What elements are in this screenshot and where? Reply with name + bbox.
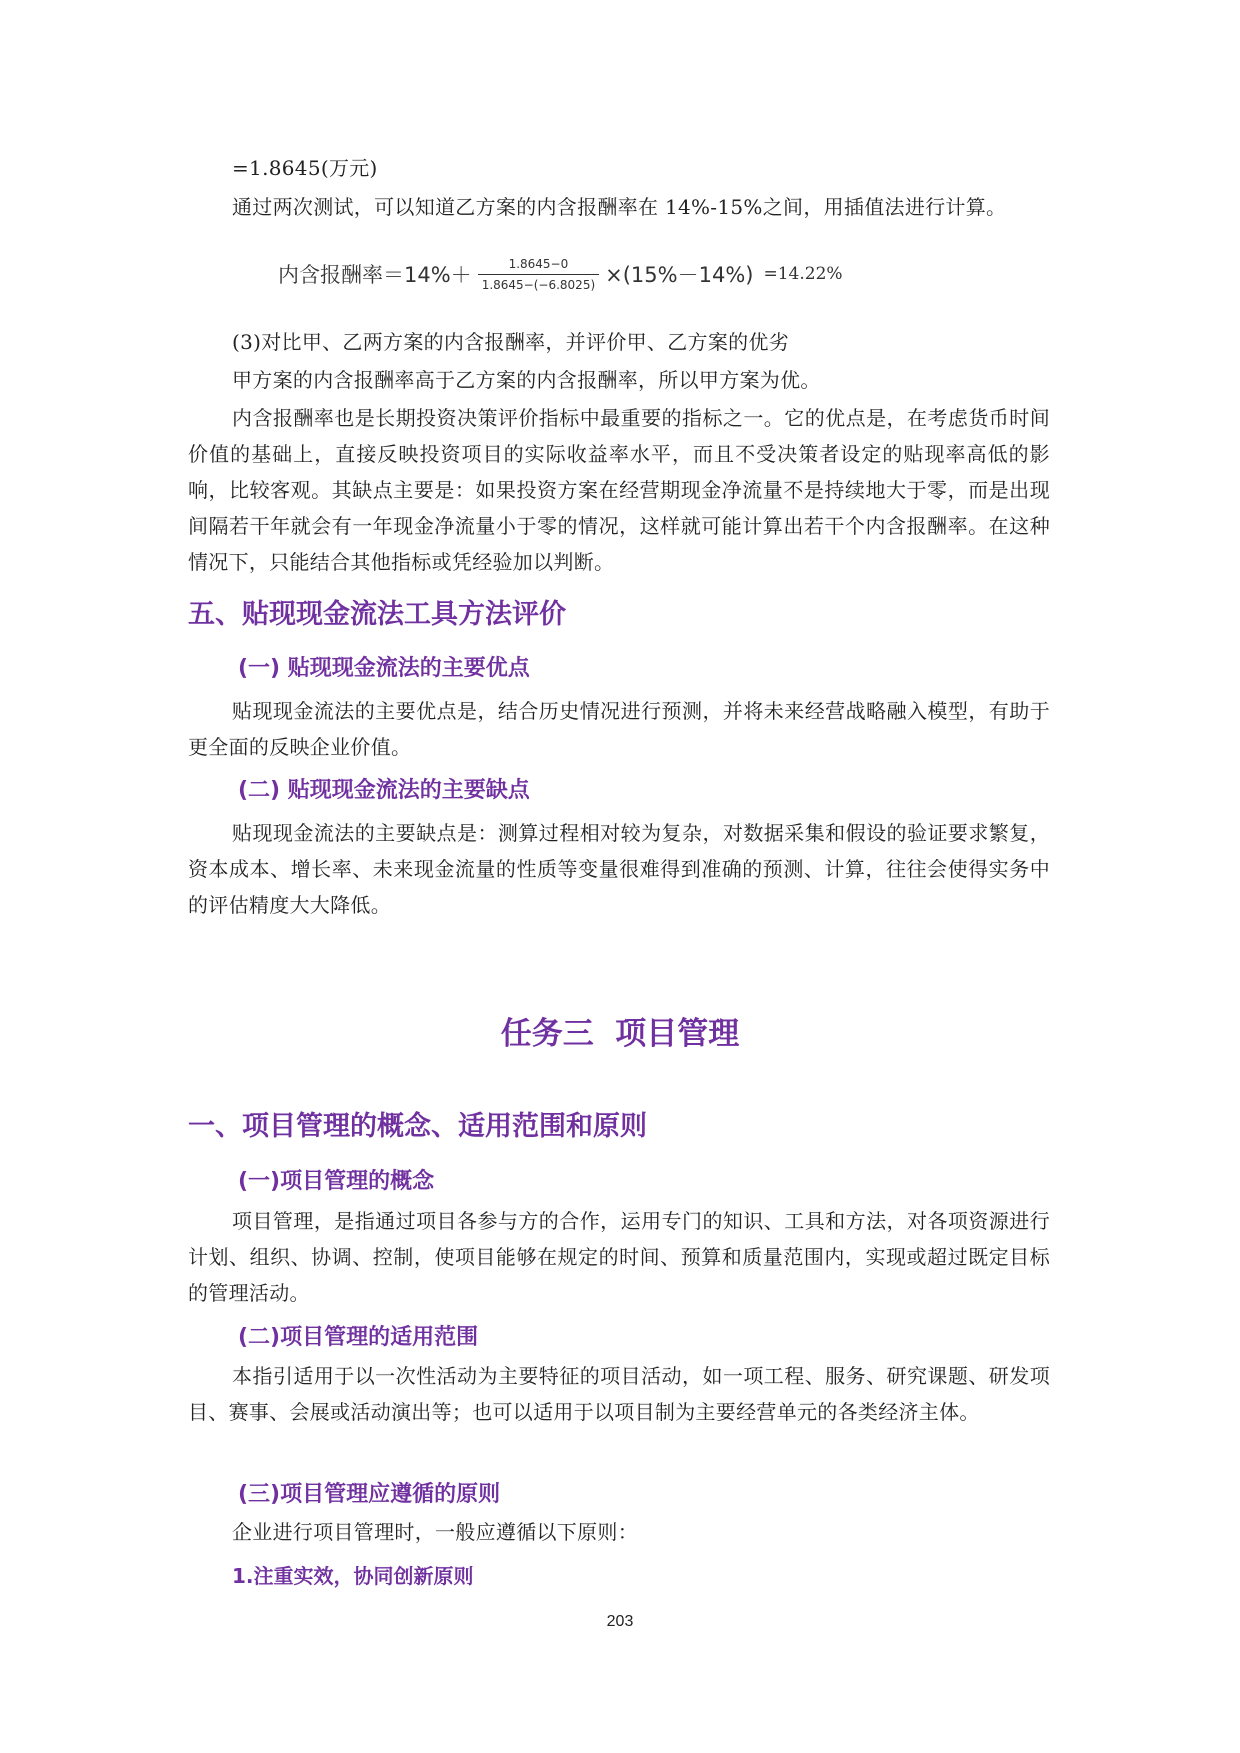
section5-adv-heading: (一) 贴现现金流法的主要优点 bbox=[238, 656, 530, 681]
calc-result-line: =1.8645(万元) bbox=[232, 156, 378, 180]
scope-text: 本指引适用于以一次性活动为主要特征的项目活动，如一项工程、服务、研究课题、研发项目、赛事、会展或活动演出等；也可以适用于以项目制为主要经营单元的各类经济主体。 bbox=[188, 1364, 1050, 1424]
task3-section1-heading: 一、项目管理的概念、适用范围和原则 bbox=[188, 1111, 647, 1142]
formula-denominator: 1.8645−(−6.8025) bbox=[478, 274, 599, 292]
concept-heading: (一)项目管理的概念 bbox=[238, 1169, 435, 1194]
irr-formula bbox=[278, 244, 843, 304]
formula-tail: ×(15%－14%) bbox=[605, 263, 754, 287]
principle-1: 1.注重实效，协同创新原则 bbox=[232, 1564, 474, 1588]
compare-text: 甲方案的内含报酬率高于乙方案的内含报酬率，所以甲方案为优。 bbox=[232, 368, 821, 392]
section5-dis-heading: (二) 贴现现金流法的主要缺点 bbox=[238, 778, 530, 803]
principle-heading: (三)项目管理应遵循的原则 bbox=[238, 1482, 501, 1507]
calc-test-text: 通过两次测试，可以知道乙方案的内含报酬率在 14%-15%之间，用插值法进行计算。 bbox=[232, 195, 1007, 219]
section5-adv-text: 贴现现金流法的主要优点是，结合历史情况进行预测，并将未来经营战略融入模型，有助于更全面的反映企业价值。 bbox=[188, 699, 1050, 759]
compare-title: (3)对比甲、乙两方案的内含报酬率，并评价甲、乙方案的优劣 bbox=[232, 330, 790, 354]
formula-numerator: 1.8645−0 bbox=[508, 256, 569, 271]
scope-heading: (二)项目管理的适用范围 bbox=[238, 1325, 479, 1350]
principle-text: 企业进行项目管理时，一般应遵循以下原则： bbox=[232, 1520, 638, 1544]
irr-paragraph: 内含报酬率也是长期投资决策评价指标中最重要的指标之一。它的优点是，在考虑货币时间价值的基础上，直接反映投资项目的实际收益率水平，而且不受决策者设定的贴现率高低的影响，比较客观。其缺点主要是：如果投资方案在经营期现金净流量不是持续地大于零，而是出现间隔若干年就会有一年现金净流量小于零的情况，这样就可能计算出若干个内含报酬率。在这种情况下，只能结合其他指标或凭经验加以判断。 bbox=[188, 406, 1050, 574]
formula-fraction bbox=[478, 257, 599, 292]
section5-heading: 五、贴现现金流法工具方法评价 bbox=[188, 599, 566, 630]
formula-result: =14.22% bbox=[763, 264, 843, 284]
concept-text: 项目管理，是指通过项目各参与方的合作，运用专门的知识、工具和方法，对各项资源进行计划、组织、协调、控制，使项目能够在规定的时间、预算和质量范围内，实现或超过既定目标的管理活动。 bbox=[188, 1209, 1050, 1305]
formula-label: 内含报酬率 bbox=[278, 263, 383, 287]
task3-title: 任务三 项目管理 bbox=[500, 1016, 740, 1052]
formula-eq: ＝14%＋ bbox=[383, 263, 472, 287]
section5-dis-text: 贴现现金流法的主要缺点是：测算过程相对较为复杂，对数据采集和假设的验证要求繁复，资本成本、增长率、未来现金流量的性质等变量很难得到准确的预测、计算，往往会使得实务中的评估精度大大降低。 bbox=[188, 821, 1050, 917]
page-number: 203 bbox=[606, 1613, 634, 1630]
